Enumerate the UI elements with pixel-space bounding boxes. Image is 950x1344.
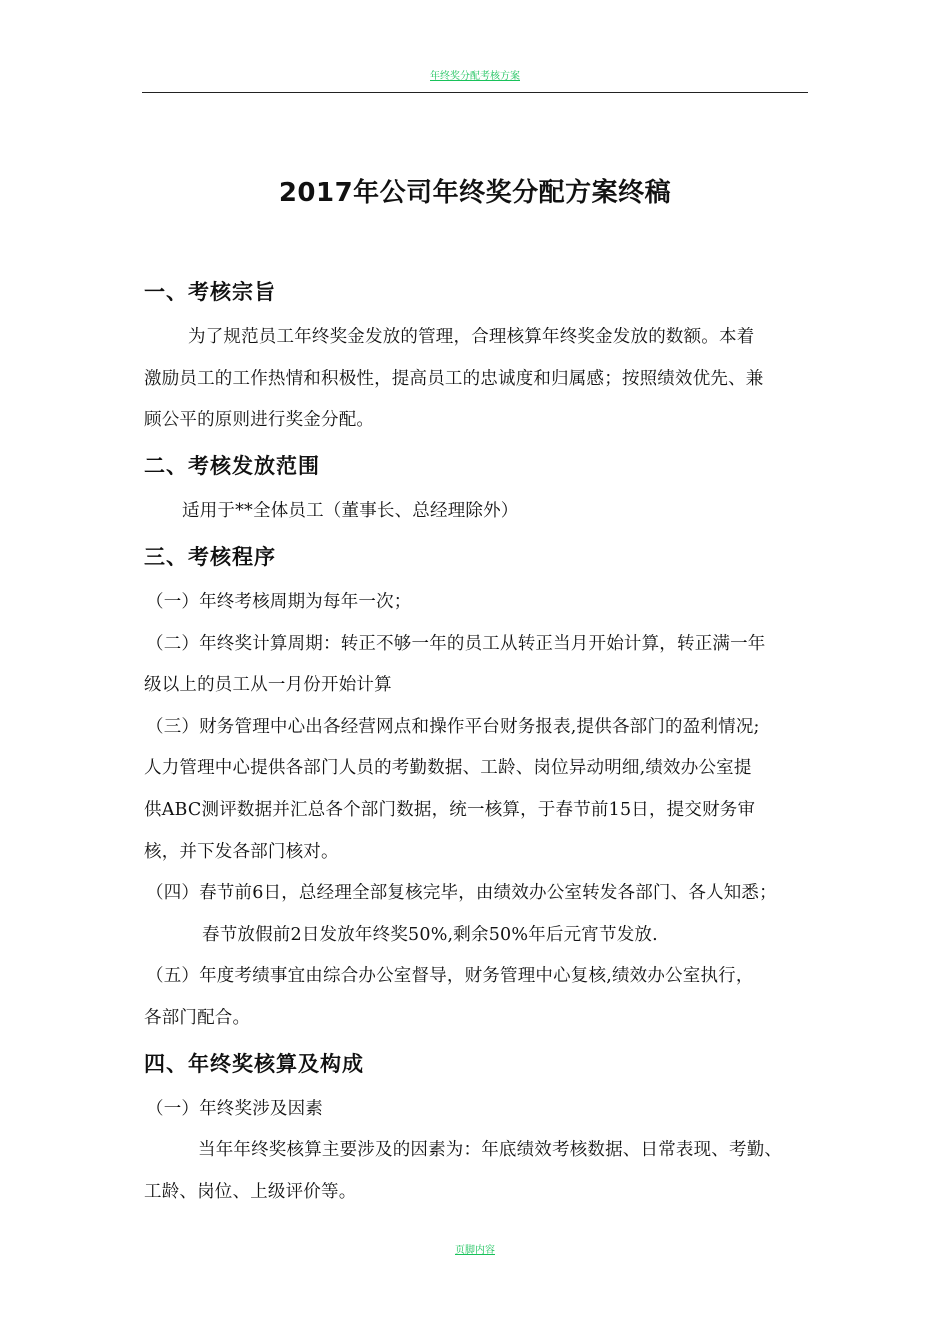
list-item-continuation: 核，并下发各部门核对。 <box>144 842 339 862</box>
paragraph-line: 顾公平的原则进行奖金分配。 <box>144 410 375 430</box>
header-link[interactable]: 年终奖分配考核方案 <box>430 71 520 82</box>
paragraph-line: 激励员工的工作热情和积极性，提高员工的忠诚度和归属感；按照绩效优先、兼 <box>144 369 764 389</box>
footer-link[interactable]: 页脚内容 <box>455 1245 495 1256</box>
list-item-continuation: 各部门配合。 <box>144 1008 251 1028</box>
list-item: （四）春节前6日，总经理全部复核完毕，由绩效办公室转发各部门、各人知悉； <box>146 883 777 903</box>
document-title: 2017年公司年终奖分配方案终稿 <box>278 178 672 208</box>
section-heading-purpose: 一、考核宗旨 <box>144 280 276 304</box>
section-heading-calculation: 四、年终奖核算及构成 <box>144 1052 364 1076</box>
list-item-continuation: 人力管理中心提供各部门人员的考勤数据、工龄、岗位异动明细,绩效办公室提 <box>144 758 752 778</box>
header-divider <box>142 92 808 93</box>
list-item: （五）年度考绩事宜由综合办公室督导，财务管理中心复核,绩效办公室执行， <box>146 966 754 986</box>
list-item: （一）年终考核周期为每年一次； <box>146 592 412 612</box>
paragraph-line: 为了规范员工年终奖金发放的管理，合理核算年终奖金发放的数额。本着 <box>188 327 755 347</box>
paragraph-line: 适用于**全体员工（董事长、总经理除外） <box>182 501 519 521</box>
section-heading-procedure: 三、考核程序 <box>144 545 276 569</box>
paragraph-line: 当年年终奖核算主要涉及的因素为：年底绩效考核数据、日常表现、考勤、 <box>198 1140 783 1160</box>
list-item: （一）年终奖涉及因素 <box>146 1099 323 1119</box>
section-heading-scope: 二、考核发放范围 <box>144 454 320 478</box>
list-item-continuation: 级以上的员工从一月份开始计算 <box>144 675 392 695</box>
list-item: （三）财务管理中心出各经营网点和操作平台财务报表,提供各部门的盈利情况; <box>146 717 760 737</box>
list-item: （二）年终奖计算周期：转正不够一年的员工从转正当月开始计算，转正满一年 <box>146 634 766 654</box>
paragraph-line: 工龄、岗位、上级评价等。 <box>144 1182 357 1202</box>
list-item-continuation: 供ABC测评数据并汇总各个部门数据，统一核算，于春节前15日，提交财务审 <box>144 800 756 820</box>
list-item-continuation: 春节放假前2日发放年终奖50%,剩余50%年后元宵节发放. <box>202 925 658 945</box>
